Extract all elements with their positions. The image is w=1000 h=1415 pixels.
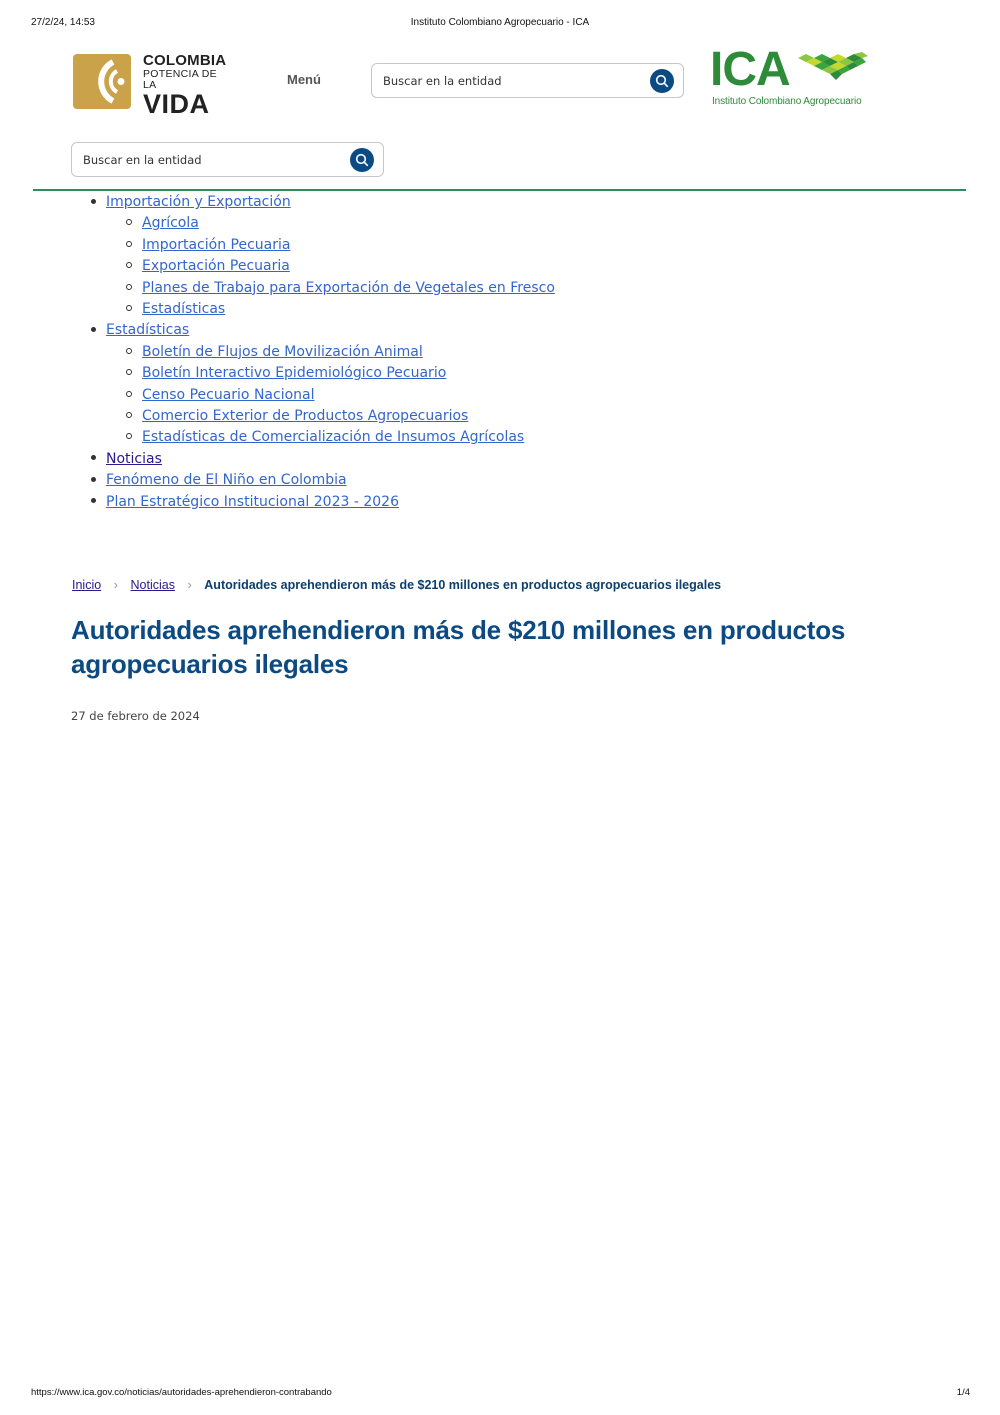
- nav-item-fenomeno-el-nino: [91, 470, 347, 491]
- colombia-logo-line1: COLOMBIA: [143, 52, 227, 69]
- nav-item-plan-estrategico: [91, 492, 399, 513]
- search-button[interactable]: [650, 69, 674, 93]
- nav-link[interactable]: Censo Pecuario Nacional: [142, 386, 315, 403]
- bullet-circle-icon: [126, 348, 132, 354]
- nav-item-importacion-exportacion: [91, 192, 291, 213]
- nav-link[interactable]: Agrícola: [142, 215, 199, 232]
- bullet-disc-icon: [91, 199, 96, 204]
- bullet-circle-icon: [126, 412, 132, 418]
- search-bar-secondary: [71, 142, 384, 177]
- nav-link[interactable]: Boletín Interactivo Epidemiológico Pecuario: [142, 365, 447, 382]
- ica-logo-word: ICA: [710, 43, 790, 96]
- colombia-logo-line3: VIDA: [143, 89, 210, 119]
- chevron-right-icon: ›: [187, 577, 192, 592]
- nav-subitem-insumos-agricolas: [126, 427, 524, 448]
- bullet-circle-icon: [126, 369, 132, 375]
- colombia-logo-text: [143, 53, 233, 118]
- nav-link[interactable]: Boletín de Flujos de Movilización Animal: [142, 343, 423, 360]
- nav-link[interactable]: Estadísticas de Comercialización de Insumos Agrícolas: [142, 429, 525, 446]
- breadcrumb-section-link[interactable]: Noticias: [130, 578, 175, 592]
- bullet-disc-icon: [91, 327, 96, 332]
- nav-subitem-comercio-exterior: [126, 406, 468, 427]
- nav-subitem-boletin-flujos: [126, 342, 423, 363]
- search-input[interactable]: [83, 143, 333, 176]
- nav-link[interactable]: Planes de Trabajo para Exportación de Vegetales en Fresco: [142, 279, 555, 296]
- bullet-disc-icon: [91, 477, 96, 482]
- search-button[interactable]: [350, 148, 374, 172]
- header-divider: [33, 189, 966, 191]
- search-icon: [655, 74, 669, 88]
- nav-link[interactable]: Exportación Pecuaria: [142, 258, 290, 275]
- ica-logo[interactable]: [710, 43, 872, 110]
- ica-logo-subtitle: Instituto Colombiano Agropecuario: [712, 96, 862, 107]
- article-title: Autoridades aprehendieron más de $210 millones en productos agropecuarios ilegales: [71, 615, 846, 679]
- search-input[interactable]: [383, 64, 633, 97]
- bullet-circle-icon: [126, 262, 132, 268]
- bullet-disc-icon: [91, 498, 96, 503]
- search-bar-top: [371, 63, 684, 98]
- breadcrumb: [72, 577, 721, 592]
- nav-subitem-agricola: [126, 213, 199, 234]
- nav-link[interactable]: Importación Pecuaria: [142, 236, 291, 253]
- print-url: https://www.ica.gov.co/noticias/autoridades-aprehendieron-contrabando: [31, 1387, 332, 1398]
- bullet-circle-icon: [126, 305, 132, 311]
- colombia-logo-line2: POTENCIA DE LA: [143, 68, 217, 91]
- colombia-emblem-icon: [73, 54, 131, 109]
- breadcrumb-home-link[interactable]: Inicio: [72, 578, 102, 592]
- nav-subitem-exportacion-pecuaria: [126, 256, 290, 277]
- colombia-potencia-de-la-vida-logo[interactable]: [73, 52, 233, 119]
- nav-link[interactable]: Noticias: [106, 450, 162, 467]
- nav-item-noticias: [91, 449, 162, 470]
- nav-subitem-estadisticas: [126, 299, 225, 320]
- article-date: 27 de febrero de 2024: [71, 709, 200, 723]
- bullet-circle-icon: [126, 241, 132, 247]
- menu-button[interactable]: Menú: [287, 72, 321, 87]
- bullet-circle-icon: [126, 219, 132, 225]
- ica-mosaic-mark-icon: [798, 52, 868, 92]
- nav-link[interactable]: Importación y Exportación: [106, 194, 291, 210]
- chevron-right-icon: ›: [113, 577, 119, 592]
- bullet-circle-icon: [126, 284, 132, 290]
- nav-link[interactable]: Fenómeno de El Niño en Colombia: [106, 472, 347, 489]
- nav-link[interactable]: Estadísticas: [142, 301, 226, 317]
- nav-subitem-boletin-epidemiologico: [126, 363, 446, 384]
- nav-subitem-importacion-pecuaria: [126, 235, 290, 256]
- bullet-circle-icon: [126, 391, 132, 397]
- nav-link[interactable]: Estadísticas: [106, 322, 190, 339]
- nav-subitem-censo-pecuario: [126, 385, 314, 406]
- bullet-circle-icon: [126, 433, 132, 439]
- print-page-number: 1/4: [956, 1387, 970, 1398]
- breadcrumb-current: Autoridades aprehendieron más de $210 millones en productos agropecuarios ilegales: [204, 578, 722, 592]
- bullet-disc-icon: [91, 455, 96, 460]
- nav-subitem-planes-de-trabajo: [126, 278, 555, 299]
- search-icon: [355, 153, 369, 167]
- nav-item-estadisticas: [91, 320, 189, 341]
- print-datetime: 27/2/24, 14:53: [31, 17, 95, 28]
- nav-link[interactable]: Plan Estratégico Institucional 2023 - 2026: [106, 493, 399, 510]
- print-page-title: Instituto Colombiano Agropecuario - ICA: [410, 17, 590, 28]
- nav-link[interactable]: Comercio Exterior de Productos Agropecuarios: [142, 408, 469, 424]
